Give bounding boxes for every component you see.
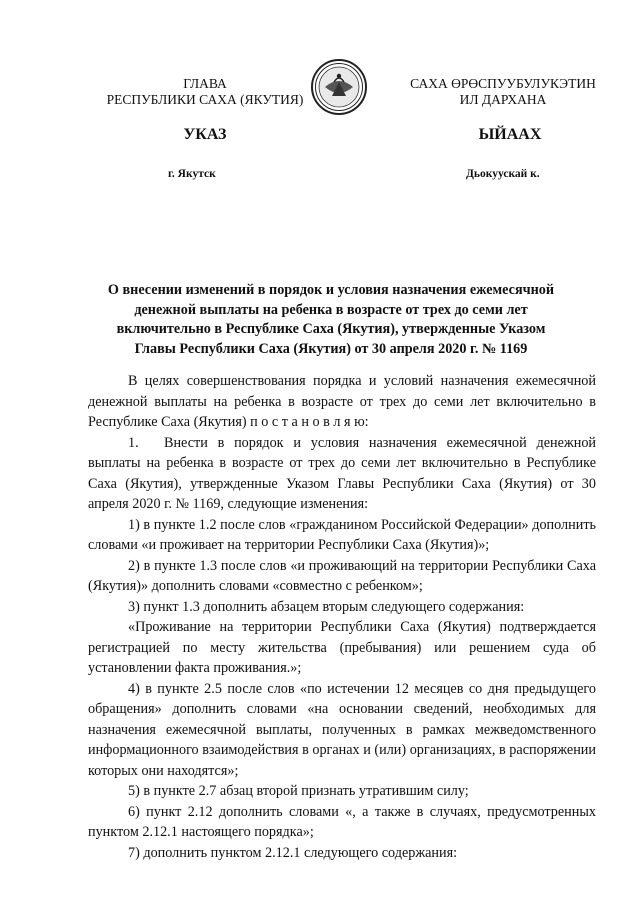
paragraph: 3) пункт 1.3 дополнить абзацем вторым следующего содержания: — [128, 598, 525, 615]
paragraph: 6) пункт 2.12 дополнить словами «, а также в случаях, предусмотренных пунктом 2.12.1 настоящего порядка»; — [88, 803, 596, 840]
header-right-line2: ИЛ ДАРХАНА — [459, 92, 547, 107]
item-1 — [88, 433, 596, 515]
paragraph: 1) в пункте 1.2 после слов «гражданином Российской Федерации» дополнить словами «и проживает на территории Республики Саха (Якутия)»; — [88, 516, 596, 553]
preamble: В целях совершенствования порядка и условий назначения ежемесячной денежной выплаты на ребенка в возрасте от трех до семи лет включительно в Республике Саха (Якутия) п о с т а н о в л я ю: — [88, 373, 596, 430]
paragraph: 2) в пункте 1.3 после слов «и проживающий на территории Республики Саха (Якутия)» дополнить словами «совместно с ребенком»; — [88, 557, 596, 594]
paragraph: «Проживание на территории Республики Саха (Якутия) подтверждается регистрацией по месту жительства (пребывания) или решением суда об установлении факта проживания.»; — [88, 619, 596, 676]
paragraph: 5) в пункте 2.7 абзац второй признать утратившим силу; — [128, 783, 469, 799]
document-body — [88, 371, 596, 863]
header-right-line1: САХА ӨРӨСПУУБУЛУКЭТИН — [410, 76, 596, 91]
paragraph: 4) в пункте 2.5 после слов «по истечении 12 месяцев со дня предыдущего обращения» дополнить словами «на основании сведений, необходимых для назначения ежемесячной выплаты, полученных в рамках межведомственного информационного взаимодействия в органах и (или) организациях, в распоряжении которых они находятся»; — [88, 680, 596, 779]
header-left — [80, 76, 330, 108]
header-right — [388, 76, 618, 108]
header-left-line2: РЕСПУБЛИКИ САХА (ЯКУТИЯ) — [106, 92, 304, 107]
paragraph: 7) дополнить пунктом 2.12.1 следующего содержания: — [128, 844, 458, 861]
city-dyokuuskai: Дьокуускай к. — [466, 168, 540, 180]
title-yiaakh: ЫЙААХ — [478, 126, 542, 143]
sakha-emblem-icon — [310, 58, 368, 116]
document-title: О внесении изменений в порядок и условия назначения ежемесячной денежной выплаты на ребенка в возрасте от трех до семи лет включительно в Республике Саха (Якутия), утвержденные Указом Главы Республики Саха (Якутия) от 30 апреля 2020 г. № 1169 — [107, 282, 555, 357]
title-ukaz: УКАЗ — [183, 126, 227, 143]
item-1-number: 1. — [128, 434, 139, 451]
item-1-text: Внести в порядок и условия назначения ежемесячной денежной выплаты на ребенка в возрасте от трех до семи лет включительно в Республике Саха (Якутия), утвержденные Указом Главы Республики Саха (Якутия) от 30 апреля 2020 г. № 1169, следующие изменения: — [88, 434, 596, 512]
city-yakutsk: г. Якутск — [168, 168, 216, 180]
header-left-line1: ГЛАВА — [183, 76, 227, 91]
